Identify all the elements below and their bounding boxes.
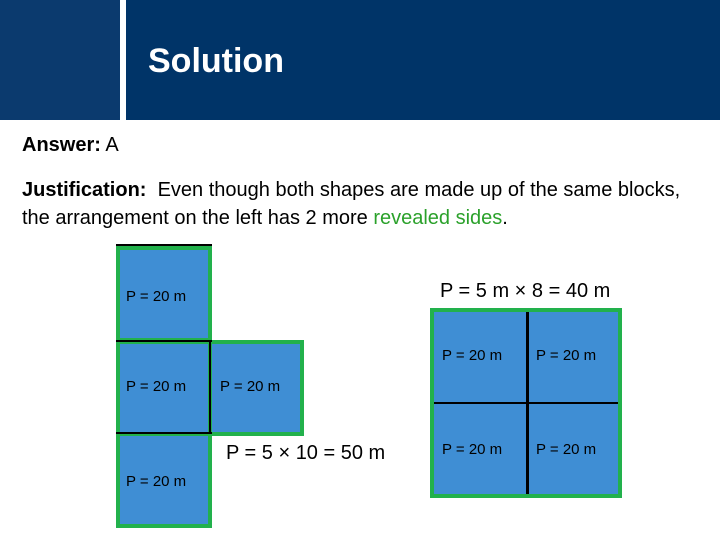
right-formula: P = 5 m × 8 = 40 m	[440, 280, 611, 302]
left-cell-label: P = 20 m	[126, 473, 187, 490]
right-cell-label: P = 20 m	[536, 347, 597, 364]
justification-label: Justification:	[22, 179, 147, 201]
justification-period: .	[502, 207, 508, 229]
justification-text	[22, 176, 692, 232]
left-divider-vertical	[209, 342, 211, 434]
left-formula: P = 5 × 10 = 50 m	[226, 442, 386, 464]
left-cell-label: P = 20 m	[126, 378, 187, 395]
right-cell-label: P = 20 m	[536, 441, 597, 458]
right-cell-label: P = 20 m	[442, 347, 503, 364]
justification-body: Even though both shapes are made up of the same blocks, the arrangement on the left has 2 more	[22, 179, 681, 229]
right-divider-horizontal	[434, 402, 618, 404]
answer-value: A	[105, 134, 119, 156]
header-side-panel	[0, 0, 120, 120]
left-divider-1	[116, 340, 212, 342]
left-cell-label: P = 20 m	[126, 288, 187, 305]
left-top-edge	[116, 244, 212, 246]
right-cell-label: P = 20 m	[442, 441, 503, 458]
answer-label: Answer:	[22, 134, 101, 156]
left-divider-2	[116, 432, 212, 434]
justification-highlight: revealed sides	[373, 207, 503, 229]
page-title: Solution	[148, 42, 284, 80]
answer-line	[22, 134, 119, 157]
left-cell-label: P = 20 m	[220, 378, 281, 395]
